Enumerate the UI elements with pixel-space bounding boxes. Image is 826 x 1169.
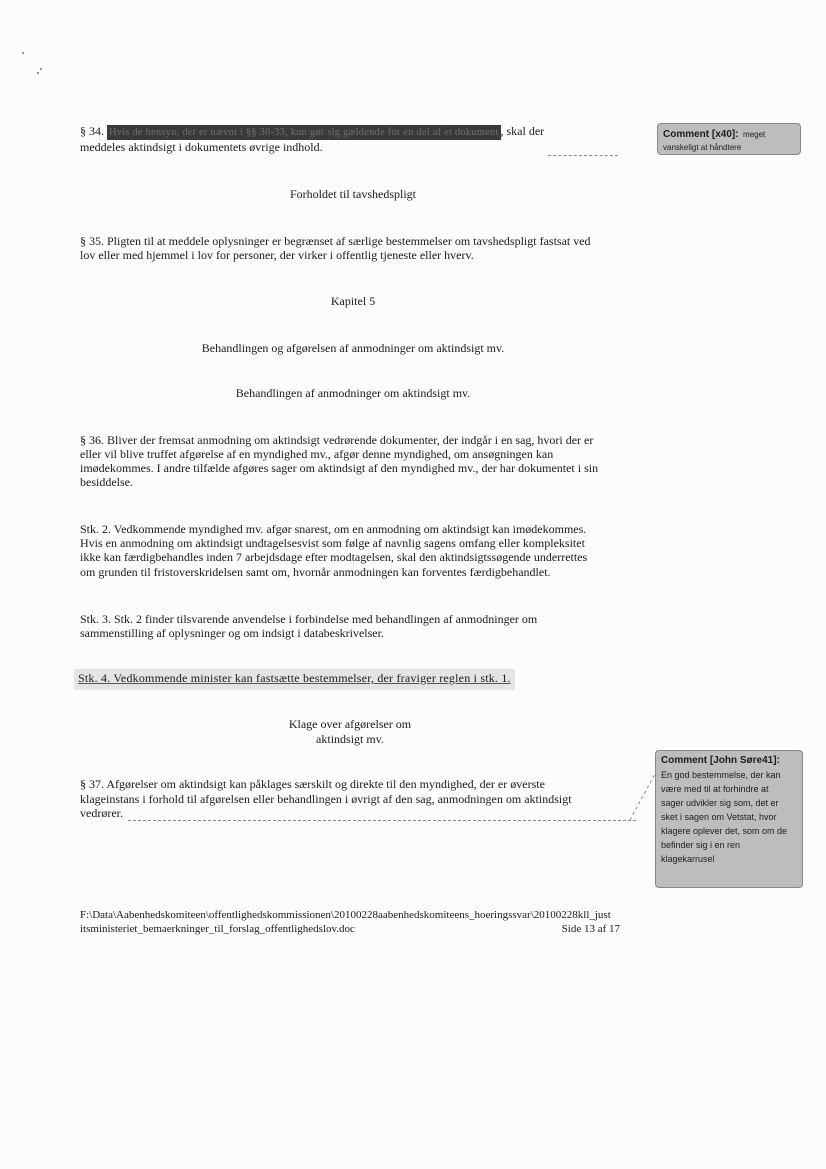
paragraph-34-tail: , skal der [500, 124, 545, 138]
stk3-line1: Stk. 3. Stk. 2 finder tilsvarende anvendelse i forbindelse med behandlingen af anmodninger om [80, 612, 538, 626]
comment-connector [128, 820, 636, 821]
klage-heading-line2: aktindsigt mv. [316, 732, 384, 746]
paragraph-36-line2: eller vil blive truffet afgørelse af en myndighed mv., afgør denne myndighed, om ansøgningen kan [80, 447, 554, 461]
comment-connector [548, 155, 618, 156]
scan-speck [37, 72, 39, 74]
chapter-title: Behandlingen og afgørelsen af anmodninger om aktindsigt mv. [201, 341, 505, 355]
comment-body: vanskeligt at håndtere [663, 143, 742, 152]
paragraph-37-line2: klageinstans i forhold til afgørelsen eller behandlingen i øvrigt af den sag, anmodningen om aktindsigt [80, 792, 572, 806]
paragraph-35-line2: lov eller med hjemmel i lov for personer, der virker i offentlig tjeneste eller hverv. [80, 248, 474, 262]
chapter-number: Kapitel 5 [330, 294, 376, 308]
paragraph-34-line2: meddeles aktindsigt i dokumentets øvrige indhold. [80, 140, 323, 154]
comment-body: meget [743, 130, 766, 139]
paragraph-34-number: § 34. [80, 124, 104, 138]
scan-speck [40, 68, 42, 70]
stk2-line3: ikke kan færdigbehandles inden 7 arbejdsdage efter modtagelsen, skal den aktindsigtssøgende underrettes [80, 550, 588, 564]
redacted-text: Hvis de hensyn, der er nævnt i §§ 30-33, kun gør sig gældende for en del af et dokument [109, 127, 499, 138]
comment-body-line: En god bestemmelse, der kan [661, 770, 781, 780]
comment-balloon-john-sore41[interactable] [655, 750, 803, 888]
scan-speck [22, 52, 24, 54]
stk3-line2: sammenstilling af oplysninger og om indsigt i databeskrivelser. [80, 626, 384, 640]
subheading: Behandlingen af anmodninger om aktindsigt mv. [235, 386, 471, 400]
comment-body-line: klagekarrusel [661, 854, 715, 864]
stk2-line2: Hvis en anmodning om aktindsigt undtagelsesvist som følge af navnlig sagens omfang eller kompleksitet [80, 536, 585, 550]
stk2-line1: Stk. 2. Vedkommende myndighed mv. afgør snarest, om en anmodning om aktindsigt kan imødekommes. [80, 522, 587, 536]
comment-body-line: klagere oplever det, som om de [661, 826, 788, 836]
comment-balloon-x40[interactable] [657, 123, 801, 155]
footer-file-path-line1: F:\Data\Aabenhedskomiteen\offentlighedskommissionen\20100228aabenhedskomiteens_hoeringssvar\20100228kll_just [80, 909, 611, 921]
paragraph-37-line3: vedrører. [80, 806, 123, 820]
paragraph-36-line4: besiddelse. [80, 475, 133, 489]
stk4-highlighted: Stk. 4. Vedkommende minister kan fastsætte bestemmelser, der fraviger reglen i stk. 1. [74, 669, 515, 690]
comment-connector-diagonal [628, 770, 658, 822]
paragraph-34-line1 [80, 124, 544, 140]
comment-body-line: være med til at forhindre at [661, 784, 769, 794]
paragraph-37-line1: § 37. Afgørelser om aktindsigt kan påklages særskilt og direkte til den myndighed, der er øverste [80, 777, 545, 791]
comment-body-line: befinder sig i en ren [661, 840, 741, 850]
paragraph-35-line1: § 35. Pligten til at meddele oplysninger er begrænset af særlige bestemmelser om tavshedspligt fastsat ved [80, 234, 591, 248]
paragraph-36-line3: imødekommes. I andre tilfælde afgøres sager om aktindsigt af den myndighed mv., der har dokumentet i sin [80, 461, 599, 475]
footer-page-number: Side 13 af 17 [561, 923, 620, 935]
comment-body-line: sager udvikler sig som, det er [661, 798, 779, 808]
klage-heading-line1: Klage over afgørelser om [288, 717, 412, 731]
stk2-line4: om grunden til fristoverskridelsen samt om, hvornår anmodningen kan forventes færdigbehandlet. [80, 565, 551, 579]
section-heading-tavshedspligt: Forholdet til tavshedspligt [290, 187, 416, 201]
comment-body-line: sket i sagen om Vetstat, hvor [661, 812, 777, 822]
paragraph-36-line1: § 36. Bliver der fremsat anmodning om aktindsigt vedrørende dokumenter, der indgår i en sag, hvori der er [80, 433, 594, 447]
comment-title: Comment [x40]: [663, 129, 739, 140]
comment-title: Comment [John Søre41]: [661, 755, 780, 766]
footer-file-path-line2: itsministeriet_bemaerkninger_til_forslag_offentlighedslov.doc [80, 923, 355, 935]
